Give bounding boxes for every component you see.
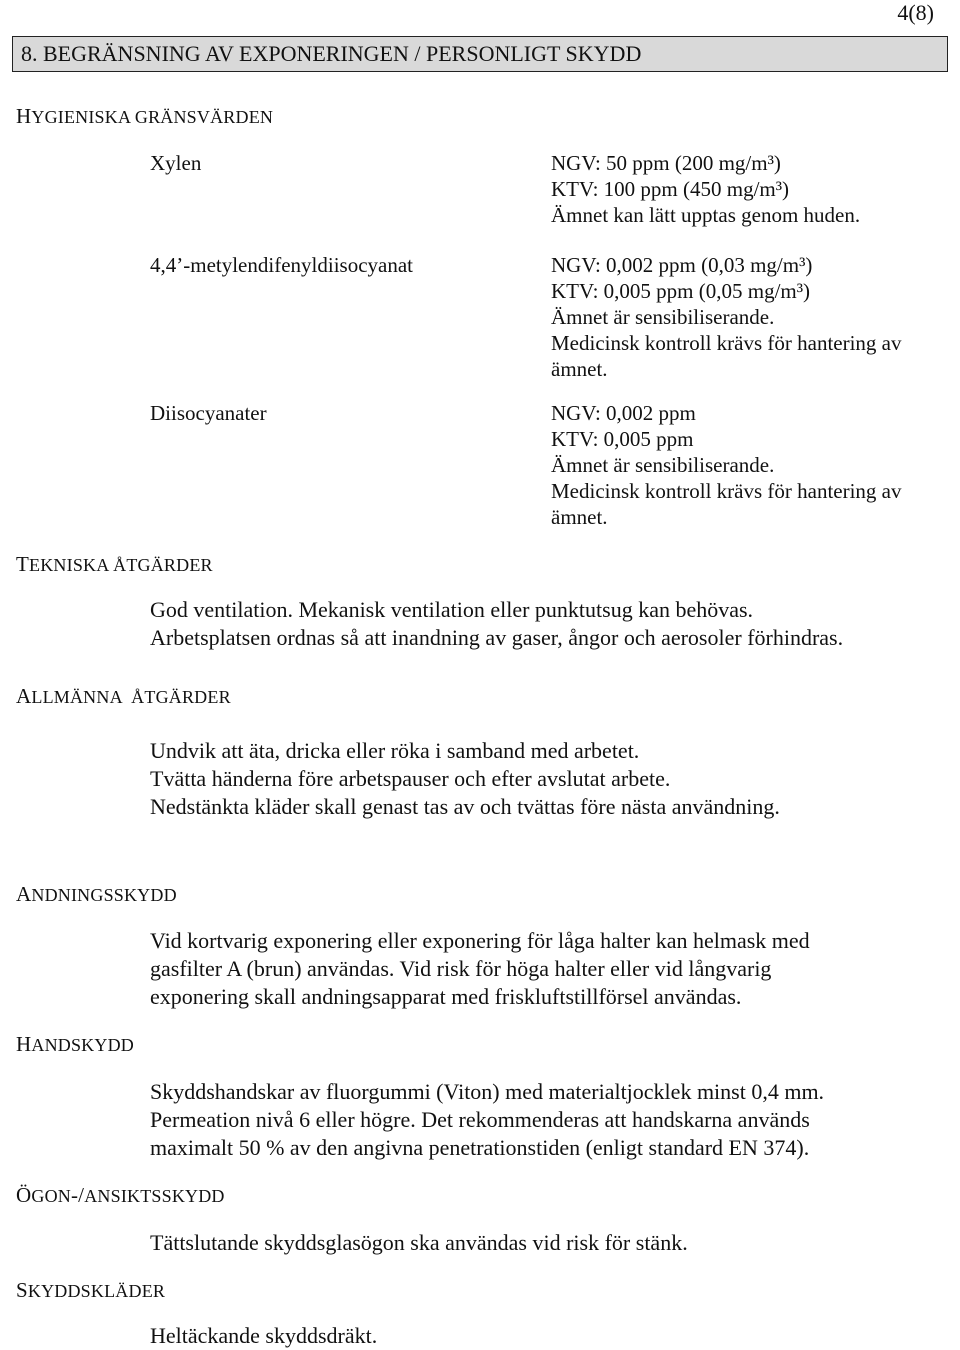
value-line: Ämnet är sensibiliserande. [551, 453, 775, 477]
ogonskydd-text [150, 1229, 688, 1257]
text-line: Undvik att äta, dricka eller röka i samband med arbetet. [150, 738, 640, 763]
andningsskydd-text [150, 927, 810, 1011]
substance-values-diisocyanater [551, 400, 902, 530]
text-line: Tvätta händerna före arbetspauser och efter avslutat arbete. [150, 766, 671, 791]
tekniska-text [150, 596, 843, 652]
text-line: exponering skall andningsapparat med friskluftstillförsel användas. [150, 984, 742, 1009]
section-header [12, 36, 948, 72]
section-title: 8. BEGRÄNSNING AV EXPONERINGEN / PERSONLIGT SKYDD [21, 41, 642, 66]
text-line: maximalt 50 % av den angivna penetrationstiden (enligt standard EN 374). [150, 1135, 810, 1160]
substance-values-xylen [551, 150, 860, 228]
text-line: Permeation nivå 6 eller högre. Det rekommenderas att handskarna används [150, 1107, 810, 1132]
value-line: Ämnet kan lätt upptas genom huden. [551, 203, 861, 227]
text-line: Tättslutande skyddsglasögon ska användas vid risk för stänk. [150, 1230, 688, 1255]
text-line: Heltäckande skyddsdräkt. [150, 1323, 378, 1348]
handskydd-text [150, 1078, 824, 1162]
heading-hygieniska: HYGIENISKA GRÄNSVÄRDEN [16, 104, 274, 128]
text-line: Arbetsplatsen ordnas så att inandning av gaser, ångor och aerosoler förhindras. [150, 625, 844, 650]
substance-name-xylen: Xylen [150, 151, 202, 175]
text-line: Skyddshandskar av fluorgummi (Viton) med materialtjocklek minst 0,4 mm. [150, 1079, 825, 1104]
substance-name-mdi: 4,4’-metylendifenyldiisocyanat [150, 253, 414, 277]
value-line: NGV: 50 ppm (200 mg/m³) [551, 151, 781, 175]
value-line: KTV: 0,005 ppm [551, 427, 694, 451]
heading-ogonskydd: ÖGON-/ANSIKTSSKYDD [16, 1183, 225, 1207]
value-line: Medicinsk kontroll krävs för hantering av [551, 331, 902, 355]
value-line: Ämnet är sensibiliserande. [551, 305, 775, 329]
value-line: KTV: 0,005 ppm (0,05 mg/m³) [551, 279, 811, 303]
heading-tekniska: TEKNISKA ÅTGÄRDER [16, 552, 213, 576]
text-line: Vid kortvarig exponering eller exponering för låga halter kan helmask med [150, 928, 810, 953]
allmanna-text [150, 737, 780, 821]
substance-values-mdi [551, 252, 902, 382]
skyddsklader-text [150, 1322, 377, 1350]
value-line: KTV: 100 ppm (450 mg/m³) [551, 177, 790, 201]
heading-andningsskydd: ANDNINGSSKYDD [16, 882, 177, 906]
text-line: Nedstänkta kläder skall genast tas av och tvättas före nästa användning. [150, 794, 780, 819]
substance-name-diisocyanater: Diisocyanater [150, 401, 267, 425]
text-line: God ventilation. Mekanisk ventilation eller punktutsug kan behövas. [150, 597, 754, 622]
heading-skyddsklader: SKYDDSKLÄDER [16, 1278, 166, 1302]
value-line: ämnet. [551, 357, 608, 381]
value-line: ämnet. [551, 505, 608, 529]
value-line: NGV: 0,002 ppm (0,03 mg/m³) [551, 253, 813, 277]
heading-handskydd: HANDSKYDD [16, 1032, 134, 1056]
text-line: gasfilter A (brun) användas. Vid risk för höga halter eller vid långvarig [150, 956, 772, 981]
value-line: Medicinsk kontroll krävs för hantering av [551, 479, 902, 503]
page-number: 4(8) [897, 0, 934, 25]
value-line: NGV: 0,002 ppm [551, 401, 696, 425]
heading-allmanna: ALLMÄNNA ÅTGÄRDER [16, 684, 231, 708]
